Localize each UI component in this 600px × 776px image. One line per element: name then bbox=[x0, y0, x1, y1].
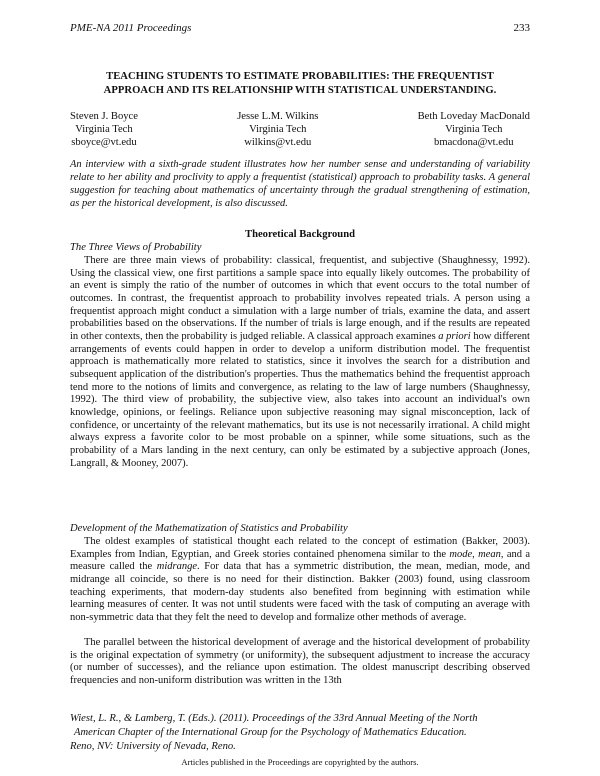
emphasis-text: a priori bbox=[438, 330, 471, 342]
paragraph-parallel: The parallel between the historical development of average and the historical development of probability is the original expectation of symmetry (or uniformity), the subsequent adjustment to increase the accuracy (or number of successes), and the reliance upon estimation. The oldest manuscript describing observed frequencies and non-uniform distribution was written in the 13th bbox=[70, 637, 530, 686]
paragraph-text: The oldest examples of statistical thought each related to the concept of estimation (Bakker, 2003). Examples from Indian, Egyptian, and Greek stories contained phenomena similar to the bbox=[70, 536, 530, 560]
paragraph-text: how different arrangements of events could happen in order to develop a uniform distribution model. The frequentist approach is mathematically more related to statistics, since it involves the search for a distribution and subsequent application of the distribution's properties. Thus the mathematics behind the frequentist approach tend more to the notions of limits and convergence, as relating to the law of large numbers (Shaughnessy, 1992). The third view of probability, the subjective view, also takes into account an individual's own knowledge, opinions, or feelings. Reliance upon subjective reasoning may signal misconception, lack of confidence, or uncertainty of the relevant mathematics, but its use is not necessarily irrational. A child might always express a favorite color to be most probable on a spinner, while some situations, such as the probability of a Mars landing in the next century, can only be estimated by a subjective approach (Jones, Langrall, & Mooney, 2007). bbox=[70, 330, 530, 469]
author-name: Steven J. Boyce bbox=[70, 111, 138, 122]
title-line-2: APPROACH AND ITS RELATIONSHIP WITH STATISTICAL UNDERSTANDING. bbox=[103, 84, 497, 96]
author-block bbox=[70, 110, 530, 149]
paragraph-development bbox=[70, 536, 530, 625]
emphasis-text: midrange bbox=[156, 561, 198, 573]
author-affiliation: Virginia Tech bbox=[445, 124, 503, 135]
proceedings-name: PME-NA 2011 Proceedings bbox=[70, 22, 192, 34]
page-number: 233 bbox=[513, 22, 530, 34]
emphasis-text: mean bbox=[478, 548, 501, 560]
paper-title bbox=[60, 70, 540, 97]
author-email: sboyce@vt.edu bbox=[71, 137, 137, 148]
citation-line-3: Reno, NV: University of Nevada, Reno. bbox=[70, 741, 236, 752]
subsection-heading-1: The Three Views of Probability bbox=[70, 242, 202, 253]
running-header bbox=[70, 22, 530, 34]
paragraph-three-views bbox=[70, 255, 530, 470]
author-name: Jesse L.M. Wilkins bbox=[237, 111, 319, 122]
abstract: An interview with a sixth-grade student illustrates how her number sense and understanding of variability relate to her ability and proclivity to apply a frequentist (statistical) approach to probability tasks. A general suggestion for teaching about mathematics of uncertainty through the gradual strengthening of estimation, as per the historical development, is also discussed. bbox=[70, 159, 530, 210]
paragraph-text: , and a measure called the bbox=[70, 548, 531, 573]
copyright-notice: Articles published in the Proceedings are copyrighted by the authors. bbox=[181, 757, 419, 767]
subsection-heading-2: Development of the Mathematization of Statistics and Probability bbox=[70, 523, 348, 534]
proceedings-citation bbox=[70, 712, 530, 754]
author-2 bbox=[237, 110, 318, 149]
paragraph-text: . For data that has a symmetric distribution, the mean, median, mode, and midrange all coincide, so there is no need for their distinction. Bakker (2003) found, using classroom teaching experiments, that modern-day students also benefited from beginning with estimation while learning measures of center. It was not until students were faced with the task of computing an average with non-symmetric data that they felt the need to develop and formalize other methods of average. bbox=[70, 561, 530, 623]
author-affiliation: Virginia Tech bbox=[75, 124, 133, 135]
author-email: wilkins@vt.edu bbox=[244, 137, 312, 148]
author-1 bbox=[70, 110, 138, 149]
paragraph-text: , bbox=[472, 548, 479, 560]
author-name: Beth Loveday MacDonald bbox=[417, 111, 530, 122]
emphasis-text: mode bbox=[449, 548, 473, 560]
author-3 bbox=[418, 110, 530, 149]
paragraph-text: There are three main views of probability: classical, frequentist, and subjective (Shaughnessy, 1992). Using the classical view, one first partitions a sample space into equally likely outcomes. The probability of an event is simply the ratio of the number of outcomes in which that event occurs to the total number of outcomes. In contrast, the frequentist approach to probability involves repeated trials. A person using a frequentist approach might conduct a simulation with a large number of trials, examine the data, and assert probabilities based on the observations. If the number of trials is large enough, and if the results are repeated in other contexts, then the probability is judged reliable. A classical approach examines bbox=[70, 255, 530, 342]
title-line-1: TEACHING STUDENTS TO ESTIMATE PROBABILITIES: THE FREQUENTIST bbox=[106, 71, 494, 82]
citation-line-2: American Chapter of the International Group for the Psychology of Mathematics Education. bbox=[74, 727, 467, 738]
author-affiliation: Virginia Tech bbox=[249, 124, 307, 135]
author-email: bmacdona@vt.edu bbox=[434, 137, 514, 148]
section-heading: Theoretical Background bbox=[245, 229, 355, 240]
citation-line-1: Wiest, L. R., & Lamberg, T. (Eds.). (2011). Proceedings of the 33rd Annual Meeting of the North bbox=[70, 713, 478, 724]
